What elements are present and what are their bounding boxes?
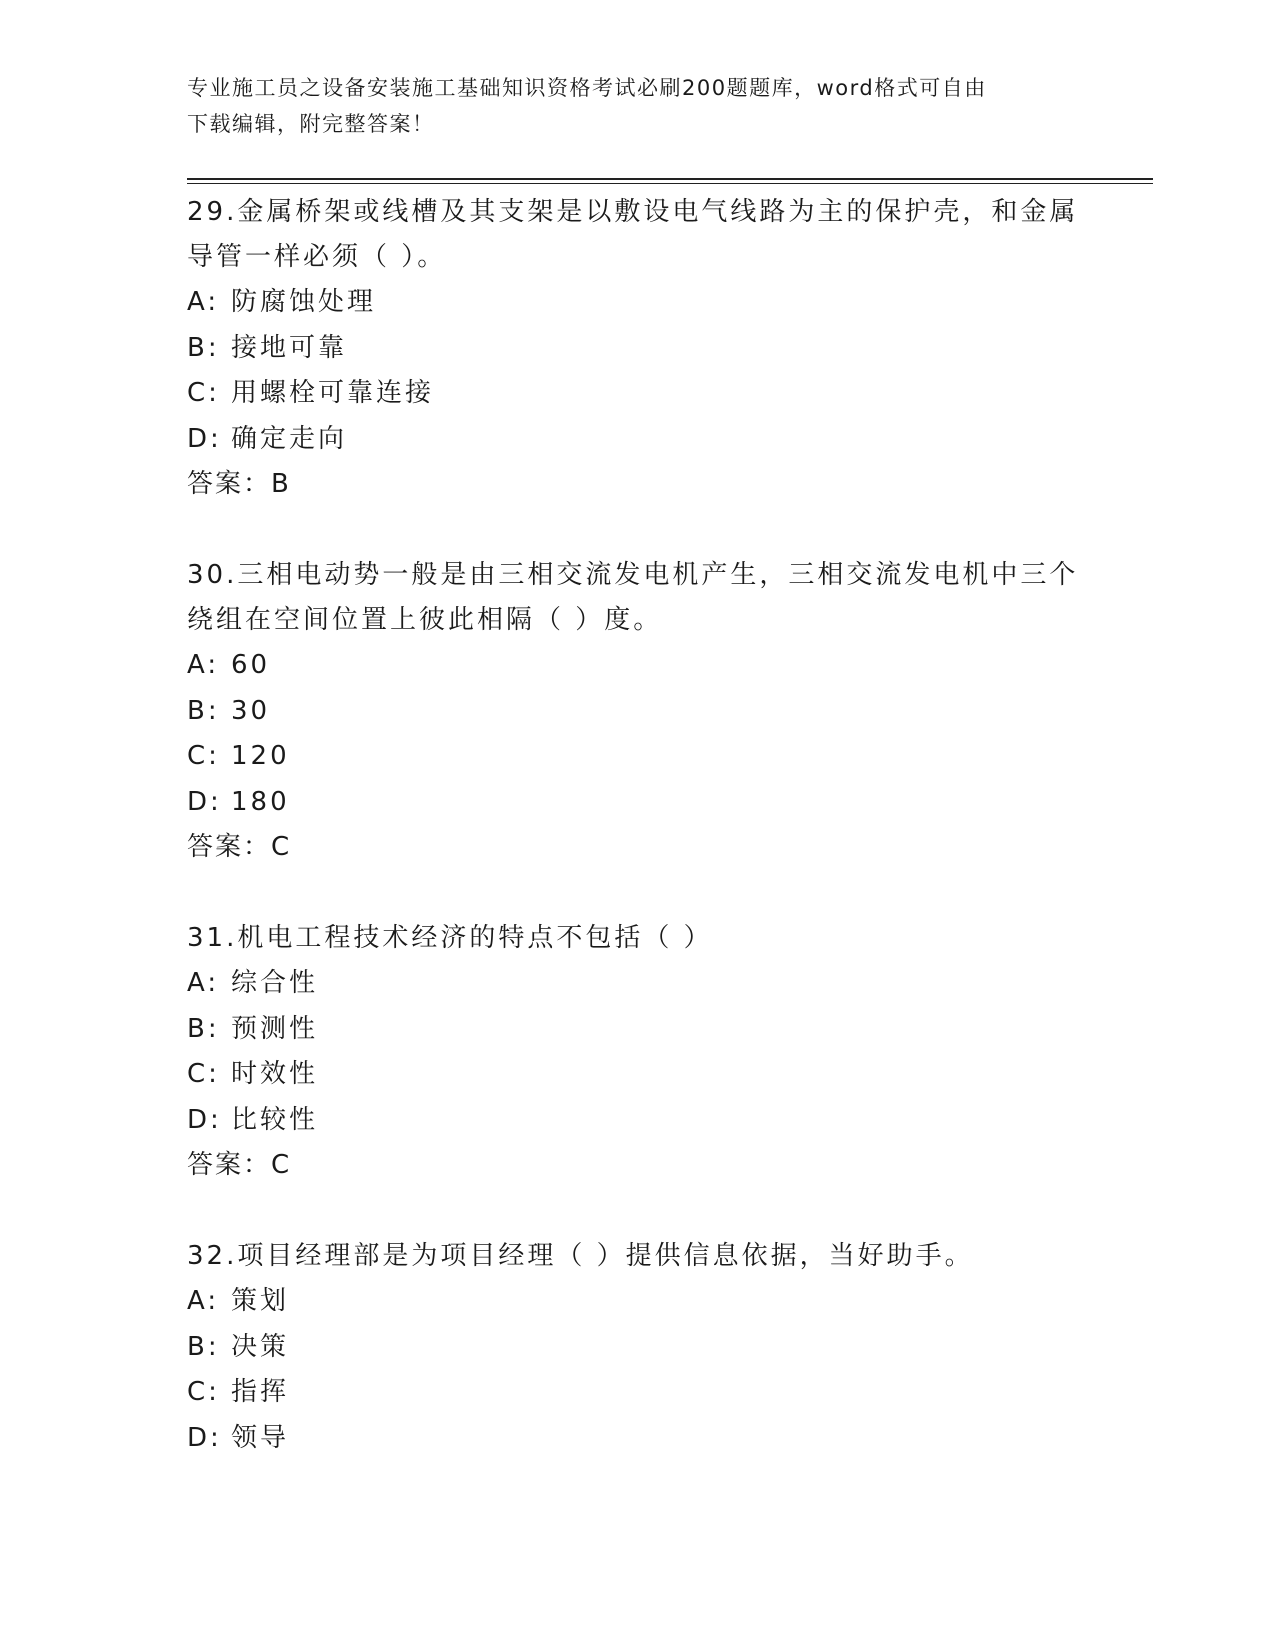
- option-d: [187, 1098, 1087, 1144]
- option-text: 用螺栓可靠连接: [231, 378, 435, 408]
- option-key: C:: [187, 741, 220, 771]
- option-key: D:: [187, 423, 222, 454]
- spacer: [187, 870, 1087, 916]
- option-a: [187, 1279, 1087, 1325]
- option-text: 预测性: [231, 1013, 319, 1044]
- option-key: A:: [187, 287, 220, 317]
- option-c: [187, 734, 1087, 780]
- option-c: [187, 1370, 1087, 1416]
- option-key: A:: [187, 1286, 220, 1316]
- option-text: 时效性: [231, 1059, 319, 1089]
- option-c: [187, 371, 1087, 417]
- option-key: B:: [187, 1013, 220, 1044]
- option-key: B:: [187, 332, 220, 363]
- option-text: 指挥: [231, 1377, 290, 1407]
- option-key: D:: [187, 1422, 222, 1453]
- option-a: [187, 961, 1087, 1007]
- option-text: 决策: [231, 1331, 290, 1362]
- option-key: C:: [187, 1377, 220, 1407]
- header-divider: [187, 178, 1153, 180]
- option-text: 接地可靠: [231, 332, 348, 363]
- option-c: [187, 1052, 1087, 1098]
- option-key: B:: [187, 695, 220, 726]
- answer: 答案：C: [187, 832, 292, 862]
- header-line-2: 下载编辑，附完整答案！: [187, 112, 435, 136]
- option-key: C:: [187, 378, 220, 408]
- question-stem-continued: 绕组在空间位置上彼此相隔（ ）度。: [187, 605, 663, 635]
- question-stem: 30.三相电动势一般是由三相交流发电机产生，三相交流发电机中三个: [187, 560, 1079, 590]
- option-b: [187, 689, 1087, 735]
- question-list: [187, 190, 1087, 1461]
- option-b: [187, 326, 1087, 372]
- option-key: A:: [187, 650, 220, 680]
- option-key: D:: [187, 1104, 222, 1135]
- option-text: 60: [231, 650, 271, 680]
- option-key: D:: [187, 786, 222, 817]
- question-stem-continued: 导管一样必须（ ）。: [187, 242, 447, 272]
- question-29: [187, 190, 1087, 507]
- question-stem: 29.金属桥架或线槽及其支架是以敷设电气线路为主的保护壳，和金属: [187, 197, 1079, 227]
- option-b: [187, 1007, 1087, 1053]
- option-text: 综合性: [231, 968, 319, 998]
- option-text: 比较性: [231, 1104, 319, 1135]
- question-30: [187, 553, 1087, 870]
- question-32: [187, 1234, 1087, 1461]
- option-text: 120: [231, 741, 290, 771]
- document-header: [187, 70, 1087, 142]
- option-text: 策划: [231, 1286, 290, 1316]
- option-text: 领导: [231, 1422, 290, 1453]
- header-line-1: 专业施工员之设备安装施工基础知识资格考试必刷200题题库，word格式可自由: [187, 76, 987, 100]
- question-stem: 31.机电工程技术经济的特点不包括（ ）: [187, 923, 713, 953]
- header-divider-thin: [187, 183, 1153, 184]
- option-d: [187, 1416, 1087, 1462]
- spacer: [187, 1188, 1087, 1234]
- question-stem: 32.项目经理部是为项目经理（ ）提供信息依据，当好助手。: [187, 1241, 974, 1271]
- option-key: C:: [187, 1059, 220, 1089]
- answer: 答案：C: [187, 1150, 292, 1180]
- option-key: A:: [187, 968, 220, 998]
- option-d: [187, 417, 1087, 463]
- option-key: B:: [187, 1331, 220, 1362]
- option-text: 180: [231, 786, 290, 817]
- option-a: [187, 643, 1087, 689]
- option-text: 30: [231, 695, 271, 726]
- option-a: [187, 280, 1087, 326]
- spacer: [187, 507, 1087, 553]
- option-text: 确定走向: [231, 423, 348, 454]
- option-d: [187, 780, 1087, 826]
- question-31: [187, 916, 1087, 1188]
- option-text: 防腐蚀处理: [231, 287, 377, 317]
- answer: 答案：B: [187, 469, 291, 499]
- option-b: [187, 1325, 1087, 1371]
